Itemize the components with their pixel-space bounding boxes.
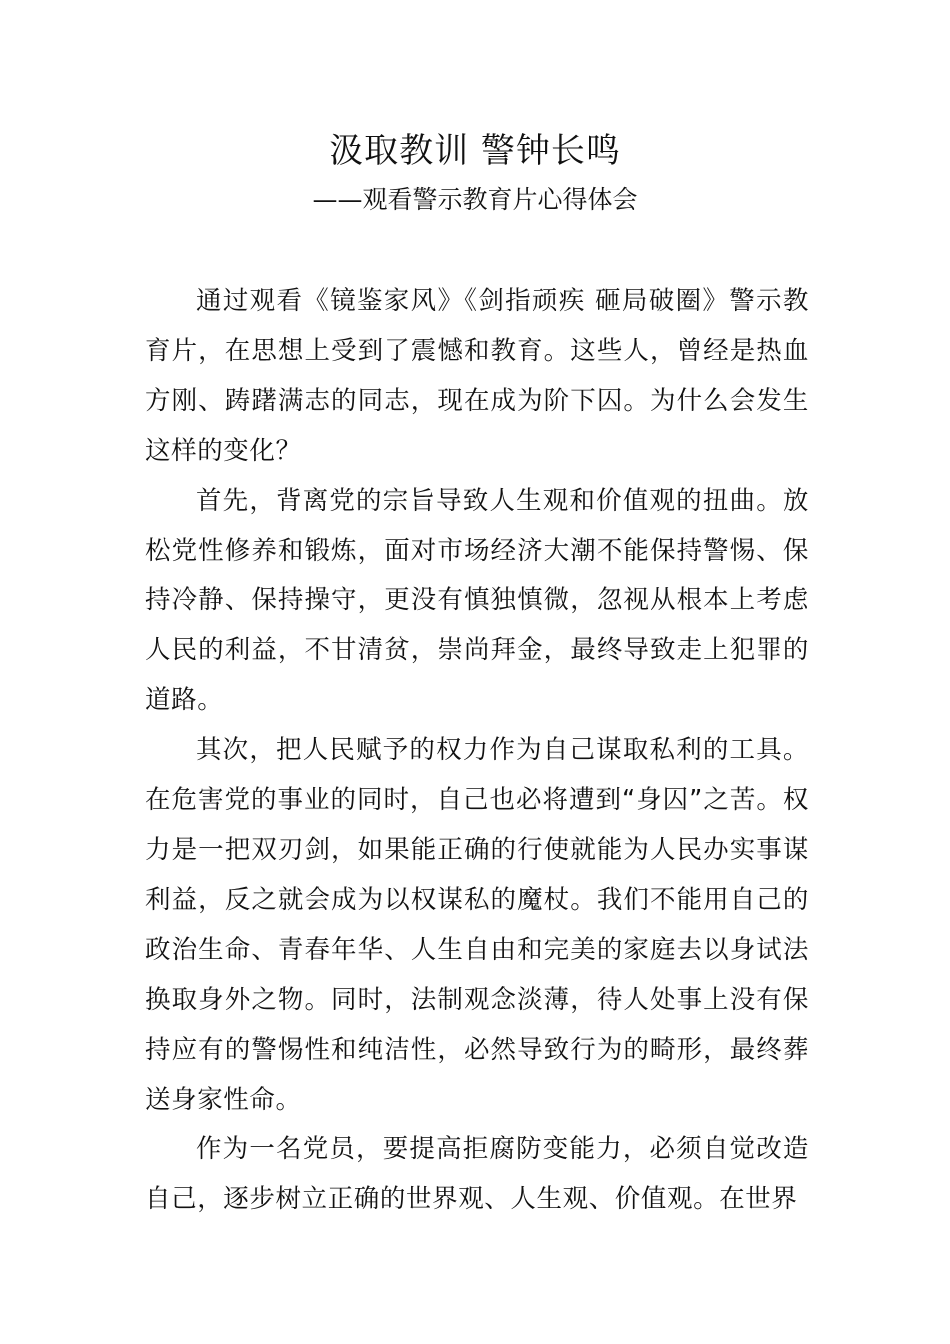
paragraph: 通过观看《镜鉴家风》《剑指顽疾 砸局破圈》警示教育片，在思想上受到了震憾和教育。这些人，曾经是热血方刚、踌躇满志的同志，现在成为阶下囚。为什么会发生这样的变化？	[145, 286, 809, 466]
paragraph: 首先，背离党的宗旨导致人生观和价值观的扭曲。放松党性修养和锻炼，面对市场经济大潮不能保持警惕、保持冷静、保持操守，更没有慎独慎微，忽视从根本上考虑人民的利益，不甘清贫，崇尚拜金，最终导致走上犯罪的道路。	[145, 485, 809, 716]
paragraph: 其次，把人民赋予的权力作为自己谋取私利的工具。在危害党的事业的同时，自己也必将遭到“身囚”之苦。权力是一把双刃剑，如果能正确的行使就能为人民办实事谋利益，反之就会成为以权谋私的魔杖。我们不能用自己的政治生命、青春年华、人生自由和完美的家庭去以身试法换取身外之物。同时，法制观念淡薄，待人处事上没有保持应有的警惕性和纯洁性，必然导致行为的畸形，最终葬送身家性命。	[145, 735, 809, 1115]
document-body	[145, 277, 809, 1225]
document-title: 汲取教训 警钟长鸣	[329, 131, 621, 171]
paragraph: 作为一名党员，要提高拒腐防变能力，必须自觉改造自己，逐步树立正确的世界观、人生观、价值观。在世界	[145, 1134, 809, 1215]
document-subtitle: ——观看警示教育片心得体会	[312, 185, 638, 214]
